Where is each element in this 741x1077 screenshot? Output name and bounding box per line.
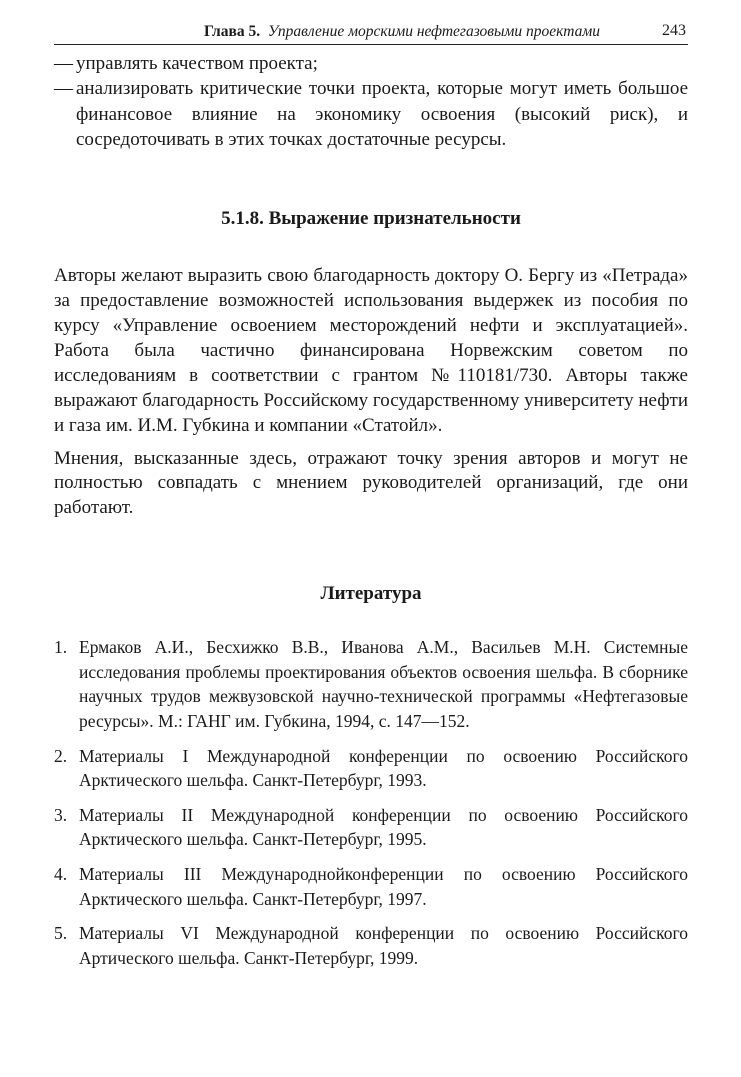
reference-number: 4. (54, 864, 68, 884)
paragraph: Авторы желают выразить свою благодарность доктору О. Бергу из «Петрада» за предоставление возможностей использования выдержек из пособия по курсу «Управление освоением месторождений нефти и эксплуатацией». Работа была частично финансирована Норвежским советом по исследованиям в соответствии с грантом №110181/730. Авторы также выражают благодарность Российскому государственному университету нефти и газа им. И.М. Губкина и компании «Статойл». (54, 265, 688, 436)
reference-text: Материалы II Международной конференции по освоению Российского Арктического шельфа. Санкт-Петербург, 1995. (79, 804, 688, 850)
reference-item (54, 862, 688, 911)
reference-text: Материалы III Международнойконференции по освоению Российского Арктического шельфа. Санкт-Петербург, 1997. (79, 864, 688, 909)
reference-number: 5. (54, 923, 68, 944)
page-number: 243 (662, 22, 686, 39)
chapter-heading (204, 23, 600, 41)
reference-item (54, 635, 688, 733)
book-page (54, 22, 688, 980)
reference-number: 3. (54, 804, 68, 825)
reference-item (54, 803, 688, 852)
reference-number: 2. (54, 745, 68, 766)
literature-heading: Литература (320, 583, 422, 605)
reference-text: Материалы VI Международной конференции по освоению Российского Артического шельфа. Санкт-Петербург, 1999. (79, 923, 688, 968)
reference-list (54, 635, 688, 970)
paragraph: Мнения, высказанные здесь, отражают точку зрения авторов и могут не полностью совпадать с мнением руководителей организаций, где они работают. (54, 447, 688, 519)
section-heading: 5.1.8. Выражение признательности (221, 208, 521, 230)
chapter-title: Управление морскими нефтегазовыми проектами (267, 23, 600, 40)
list-dash: — (54, 78, 73, 100)
reference-item (54, 921, 688, 970)
chapter-label: Глава 5. (203, 23, 261, 40)
reference-text: Материалы I Международной конференции по освоению Российского Арктического шельфа. Санкт-Петербург, 1993. (79, 745, 688, 791)
list-dash: — (54, 53, 73, 74)
reference-number: 1. (54, 637, 68, 658)
list-item-text: управлять качеством проекта; (76, 53, 318, 74)
list-item-text: анализировать критические точки проекта, которые могут иметь большое финансовое влияние на экономику освоения (высокий риск), и сосредоточивать в этих точках достаточные ресурсы. (76, 78, 688, 150)
reference-text: Ермаков А.И., Бесхижко В.В., Иванова А.М., Васильев М.Н. Системные исследования проблемы проектирования объектов освоения шельфа. В сборнике научных трудов межвузовской научно-технической программы «Нефтегазовые ресурсы». М.: ГАНГ им. Губкина, 1994, с. 147—152. (79, 637, 688, 732)
reference-item (54, 744, 688, 793)
intro-list (54, 51, 688, 152)
list-item (54, 51, 688, 76)
list-item (54, 76, 688, 152)
running-header (54, 22, 688, 45)
